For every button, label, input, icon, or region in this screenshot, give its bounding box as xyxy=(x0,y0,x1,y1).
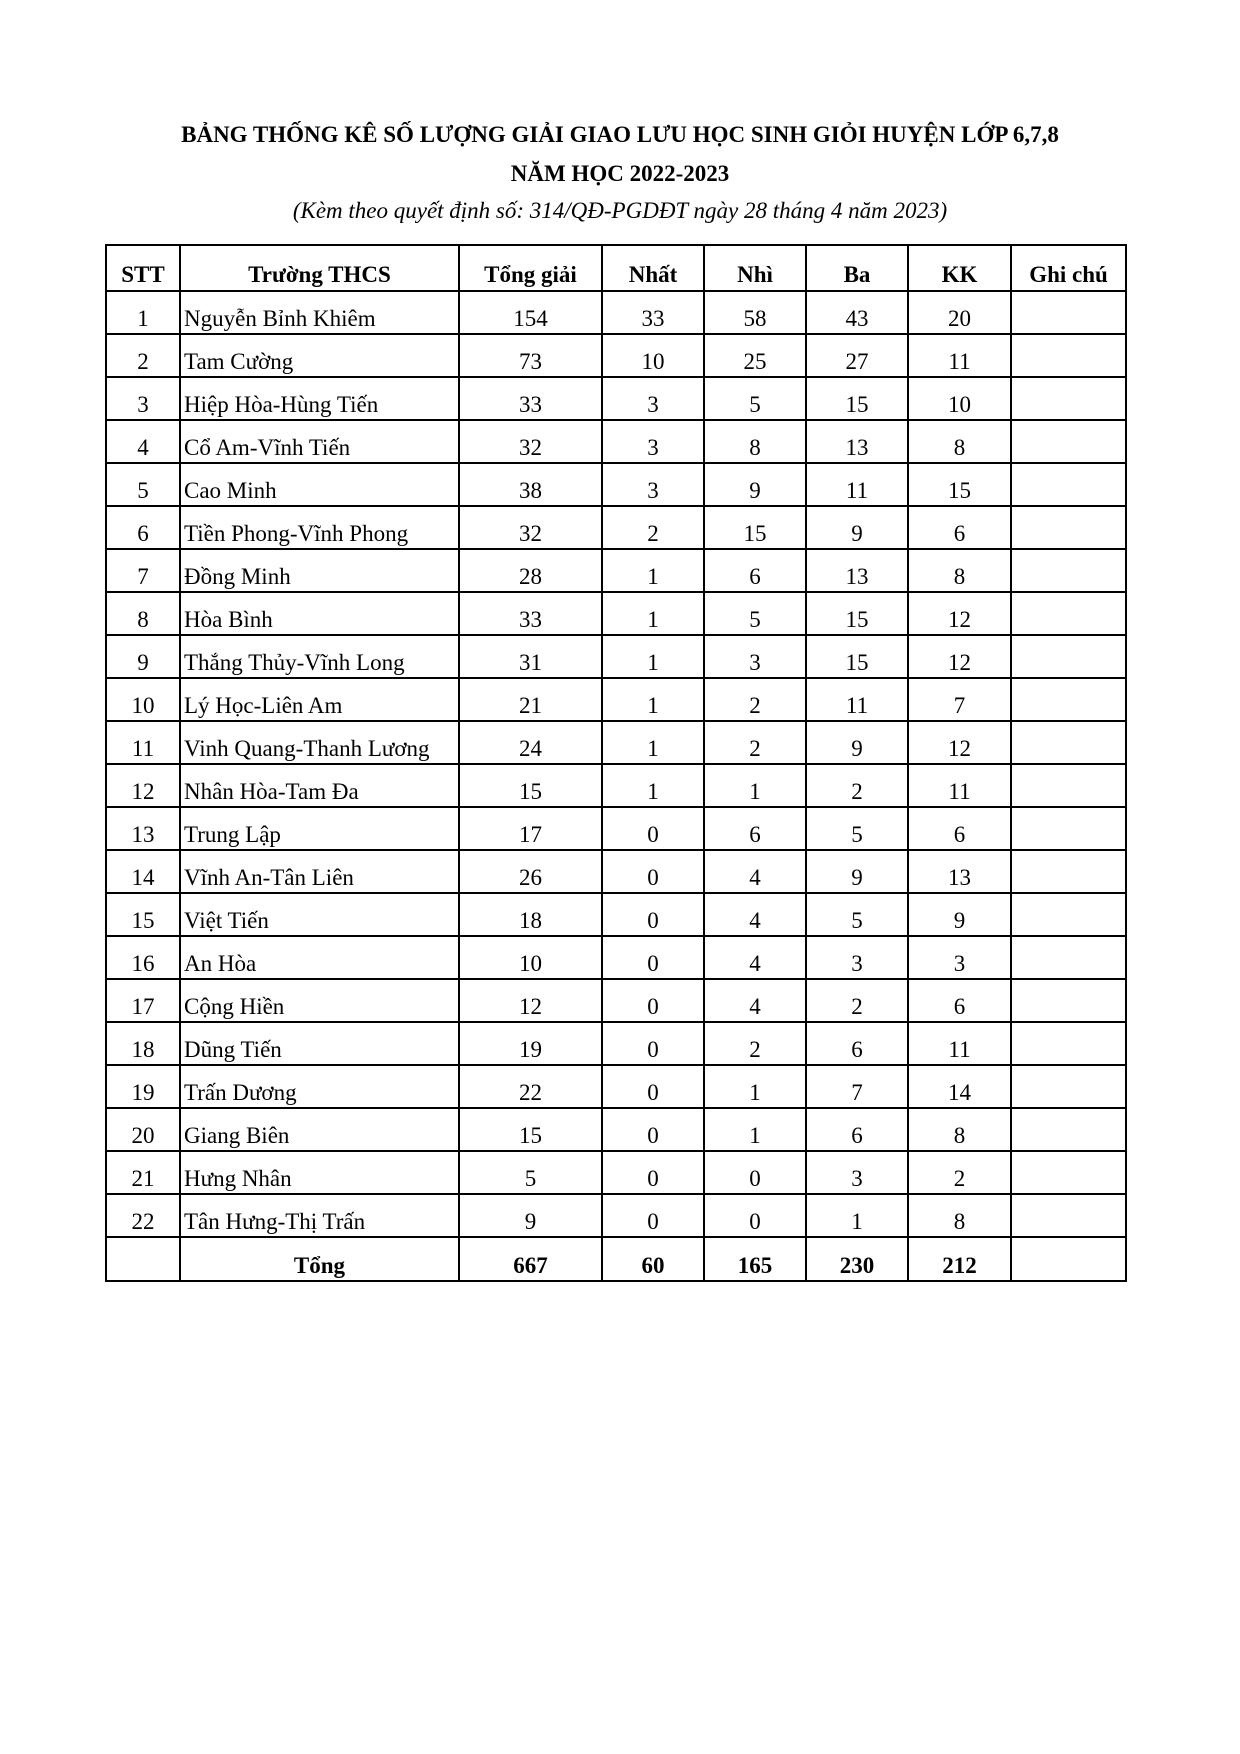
cell-total: 73 xyxy=(459,334,602,377)
cell-total: 24 xyxy=(459,721,602,764)
cell-stt: 18 xyxy=(106,1022,180,1065)
cell-second: 2 xyxy=(704,678,806,721)
cell-second: 5 xyxy=(704,592,806,635)
cell-third: 1 xyxy=(806,1194,908,1237)
cell-first: 33 xyxy=(602,291,704,334)
table-row xyxy=(106,1194,1126,1237)
cell-third: 27 xyxy=(806,334,908,377)
cell-stt: 7 xyxy=(106,549,180,592)
cell-consolation: 2 xyxy=(908,1151,1011,1194)
total-awards: 667 xyxy=(459,1237,602,1281)
cell-second: 1 xyxy=(704,764,806,807)
table-row xyxy=(106,291,1126,334)
cell-consolation: 20 xyxy=(908,291,1011,334)
cell-school: Đồng Minh xyxy=(180,549,459,592)
header-total: Tổng giải xyxy=(459,245,602,291)
cell-third: 6 xyxy=(806,1022,908,1065)
cell-note xyxy=(1011,1022,1126,1065)
cell-third: 6 xyxy=(806,1108,908,1151)
cell-third: 2 xyxy=(806,979,908,1022)
cell-third: 9 xyxy=(806,850,908,893)
cell-total: 21 xyxy=(459,678,602,721)
table-row xyxy=(106,377,1126,420)
cell-third: 15 xyxy=(806,377,908,420)
total-first: 60 xyxy=(602,1237,704,1281)
cell-second: 4 xyxy=(704,893,806,936)
cell-first: 0 xyxy=(602,893,704,936)
header-consolation: KK xyxy=(908,245,1011,291)
header-school: Trường THCS xyxy=(180,245,459,291)
cell-consolation: 12 xyxy=(908,721,1011,764)
header-note: Ghi chú xyxy=(1011,245,1126,291)
cell-first: 3 xyxy=(602,377,704,420)
cell-stt: 16 xyxy=(106,936,180,979)
cell-consolation: 12 xyxy=(908,592,1011,635)
cell-consolation: 6 xyxy=(908,506,1011,549)
cell-second: 4 xyxy=(704,979,806,1022)
cell-third: 3 xyxy=(806,1151,908,1194)
cell-note xyxy=(1011,635,1126,678)
cell-consolation: 11 xyxy=(908,764,1011,807)
table-body xyxy=(106,291,1126,1237)
cell-school: Tân Hưng-Thị Trấn xyxy=(180,1194,459,1237)
cell-total: 10 xyxy=(459,936,602,979)
cell-stt: 22 xyxy=(106,1194,180,1237)
cell-school: An Hòa xyxy=(180,936,459,979)
cell-third: 9 xyxy=(806,721,908,764)
cell-consolation: 9 xyxy=(908,893,1011,936)
cell-note xyxy=(1011,1151,1126,1194)
cell-consolation: 14 xyxy=(908,1065,1011,1108)
table-row xyxy=(106,506,1126,549)
cell-third: 5 xyxy=(806,893,908,936)
cell-total: 17 xyxy=(459,807,602,850)
cell-second: 4 xyxy=(704,850,806,893)
cell-first: 1 xyxy=(602,592,704,635)
table-row xyxy=(106,334,1126,377)
cell-third: 7 xyxy=(806,1065,908,1108)
cell-first: 1 xyxy=(602,635,704,678)
cell-school: Hòa Bình xyxy=(180,592,459,635)
awards-table xyxy=(105,244,1127,1282)
cell-first: 0 xyxy=(602,1194,704,1237)
cell-first: 0 xyxy=(602,807,704,850)
cell-note xyxy=(1011,850,1126,893)
cell-total: 12 xyxy=(459,979,602,1022)
cell-note xyxy=(1011,506,1126,549)
cell-second: 15 xyxy=(704,506,806,549)
document-title: BẢNG THỐNG KÊ SỐ LƯỢNG GIẢI GIAO LƯU HỌC SINH GIỎI HUYỆN LỚP 6,7,8 xyxy=(181,122,1059,147)
cell-second: 6 xyxy=(704,549,806,592)
cell-second: 0 xyxy=(704,1151,806,1194)
cell-consolation: 8 xyxy=(908,549,1011,592)
cell-note xyxy=(1011,936,1126,979)
cell-school: Trấn Dương xyxy=(180,1065,459,1108)
cell-second: 2 xyxy=(704,721,806,764)
cell-note xyxy=(1011,420,1126,463)
table-row xyxy=(106,764,1126,807)
cell-school: Hưng Nhân xyxy=(180,1151,459,1194)
cell-total: 26 xyxy=(459,850,602,893)
cell-third: 9 xyxy=(806,506,908,549)
cell-stt: 12 xyxy=(106,764,180,807)
cell-consolation: 8 xyxy=(908,420,1011,463)
cell-second: 8 xyxy=(704,420,806,463)
cell-consolation: 11 xyxy=(908,334,1011,377)
cell-stt: 8 xyxy=(106,592,180,635)
cell-first: 1 xyxy=(602,764,704,807)
cell-school: Tiền Phong-Vĩnh Phong xyxy=(180,506,459,549)
cell-second: 3 xyxy=(704,635,806,678)
document-subtitle: (Kèm theo quyết định số: 314/QĐ-PGDĐT ngày 28 tháng 4 năm 2023) xyxy=(292,198,948,223)
cell-note xyxy=(1011,334,1126,377)
cell-total: 22 xyxy=(459,1065,602,1108)
cell-school: Trung Lập xyxy=(180,807,459,850)
cell-third: 5 xyxy=(806,807,908,850)
cell-consolation: 11 xyxy=(908,1022,1011,1065)
cell-total: 15 xyxy=(459,1108,602,1151)
cell-school: Cộng Hiền xyxy=(180,979,459,1022)
cell-school: Dũng Tiến xyxy=(180,1022,459,1065)
cell-third: 2 xyxy=(806,764,908,807)
total-consolation: 212 xyxy=(908,1237,1011,1281)
total-note xyxy=(1011,1237,1126,1281)
cell-first: 2 xyxy=(602,506,704,549)
cell-consolation: 8 xyxy=(908,1108,1011,1151)
cell-note xyxy=(1011,764,1126,807)
cell-first: 10 xyxy=(602,334,704,377)
cell-stt: 19 xyxy=(106,1065,180,1108)
cell-school: Vinh Quang-Thanh Lương xyxy=(180,721,459,764)
cell-third: 15 xyxy=(806,635,908,678)
table-row xyxy=(106,1022,1126,1065)
cell-stt: 2 xyxy=(106,334,180,377)
cell-consolation: 6 xyxy=(908,807,1011,850)
table-row xyxy=(106,635,1126,678)
cell-first: 1 xyxy=(602,721,704,764)
cell-second: 0 xyxy=(704,1194,806,1237)
total-second: 165 xyxy=(704,1237,806,1281)
cell-consolation: 12 xyxy=(908,635,1011,678)
cell-total: 32 xyxy=(459,420,602,463)
cell-stt: 9 xyxy=(106,635,180,678)
cell-school: Thắng Thủy-Vĩnh Long xyxy=(180,635,459,678)
cell-total: 15 xyxy=(459,764,602,807)
table-row xyxy=(106,850,1126,893)
cell-stt: 17 xyxy=(106,979,180,1022)
cell-note xyxy=(1011,463,1126,506)
cell-stt: 20 xyxy=(106,1108,180,1151)
cell-school: Việt Tiến xyxy=(180,893,459,936)
total-third: 230 xyxy=(806,1237,908,1281)
total-stt-cell xyxy=(106,1237,180,1281)
cell-third: 13 xyxy=(806,420,908,463)
cell-first: 0 xyxy=(602,1022,704,1065)
cell-total: 31 xyxy=(459,635,602,678)
cell-consolation: 7 xyxy=(908,678,1011,721)
cell-first: 0 xyxy=(602,979,704,1022)
cell-second: 4 xyxy=(704,936,806,979)
table-row xyxy=(106,721,1126,764)
table-row xyxy=(106,979,1126,1022)
cell-note xyxy=(1011,979,1126,1022)
cell-total: 19 xyxy=(459,1022,602,1065)
cell-school: Giang Biên xyxy=(180,1108,459,1151)
cell-first: 0 xyxy=(602,1065,704,1108)
header-first: Nhất xyxy=(602,245,704,291)
table-row xyxy=(106,1108,1126,1151)
header-second: Nhì xyxy=(704,245,806,291)
table-row xyxy=(106,592,1126,635)
cell-note xyxy=(1011,1194,1126,1237)
cell-consolation: 8 xyxy=(908,1194,1011,1237)
cell-consolation: 13 xyxy=(908,850,1011,893)
cell-total: 5 xyxy=(459,1151,602,1194)
table-total-row xyxy=(106,1237,1126,1281)
table-row xyxy=(106,420,1126,463)
cell-stt: 21 xyxy=(106,1151,180,1194)
cell-third: 11 xyxy=(806,463,908,506)
table-row xyxy=(106,1151,1126,1194)
cell-first: 0 xyxy=(602,936,704,979)
table-row xyxy=(106,549,1126,592)
cell-school: Hiệp Hòa-Hùng Tiến xyxy=(180,377,459,420)
cell-second: 1 xyxy=(704,1108,806,1151)
cell-school: Vĩnh An-Tân Liên xyxy=(180,850,459,893)
cell-total: 33 xyxy=(459,377,602,420)
cell-total: 9 xyxy=(459,1194,602,1237)
cell-total: 28 xyxy=(459,549,602,592)
table-row xyxy=(106,1065,1126,1108)
cell-total: 154 xyxy=(459,291,602,334)
table-header-row xyxy=(106,245,1126,291)
cell-first: 0 xyxy=(602,1151,704,1194)
header-stt: STT xyxy=(106,245,180,291)
cell-stt: 15 xyxy=(106,893,180,936)
cell-second: 2 xyxy=(704,1022,806,1065)
cell-third: 3 xyxy=(806,936,908,979)
cell-stt: 10 xyxy=(106,678,180,721)
cell-stt: 6 xyxy=(106,506,180,549)
cell-school: Nhân Hòa-Tam Đa xyxy=(180,764,459,807)
cell-second: 1 xyxy=(704,1065,806,1108)
cell-stt: 4 xyxy=(106,420,180,463)
cell-note xyxy=(1011,1108,1126,1151)
cell-first: 3 xyxy=(602,463,704,506)
cell-consolation: 15 xyxy=(908,463,1011,506)
cell-stt: 11 xyxy=(106,721,180,764)
cell-total: 18 xyxy=(459,893,602,936)
cell-school: Cổ Am-Vĩnh Tiến xyxy=(180,420,459,463)
table-row xyxy=(106,463,1126,506)
table-row xyxy=(106,893,1126,936)
cell-school: Cao Minh xyxy=(180,463,459,506)
cell-total: 32 xyxy=(459,506,602,549)
cell-note xyxy=(1011,807,1126,850)
cell-second: 9 xyxy=(704,463,806,506)
total-label: Tổng xyxy=(180,1237,459,1281)
header-third: Ba xyxy=(806,245,908,291)
cell-note xyxy=(1011,1065,1126,1108)
cell-second: 5 xyxy=(704,377,806,420)
document-school-year: NĂM HỌC 2022-2023 xyxy=(510,161,730,186)
cell-third: 15 xyxy=(806,592,908,635)
table-row xyxy=(106,936,1126,979)
table-row xyxy=(106,807,1126,850)
cell-first: 0 xyxy=(602,1108,704,1151)
cell-first: 1 xyxy=(602,549,704,592)
cell-third: 11 xyxy=(806,678,908,721)
cell-total: 38 xyxy=(459,463,602,506)
cell-third: 43 xyxy=(806,291,908,334)
cell-stt: 13 xyxy=(106,807,180,850)
cell-consolation: 10 xyxy=(908,377,1011,420)
cell-stt: 14 xyxy=(106,850,180,893)
cell-note xyxy=(1011,291,1126,334)
cell-consolation: 6 xyxy=(908,979,1011,1022)
cell-note xyxy=(1011,678,1126,721)
cell-total: 33 xyxy=(459,592,602,635)
cell-third: 13 xyxy=(806,549,908,592)
cell-first: 1 xyxy=(602,678,704,721)
cell-school: Lý Học-Liên Am xyxy=(180,678,459,721)
cell-note xyxy=(1011,377,1126,420)
cell-note xyxy=(1011,549,1126,592)
cell-stt: 5 xyxy=(106,463,180,506)
cell-note xyxy=(1011,592,1126,635)
cell-consolation: 3 xyxy=(908,936,1011,979)
cell-note xyxy=(1011,893,1126,936)
table-row xyxy=(106,678,1126,721)
cell-stt: 1 xyxy=(106,291,180,334)
cell-note xyxy=(1011,721,1126,764)
cell-second: 25 xyxy=(704,334,806,377)
cell-first: 3 xyxy=(602,420,704,463)
cell-school: Tam Cường xyxy=(180,334,459,377)
cell-second: 6 xyxy=(704,807,806,850)
cell-school: Nguyễn Bỉnh Khiêm xyxy=(180,291,459,334)
cell-stt: 3 xyxy=(106,377,180,420)
cell-second: 58 xyxy=(704,291,806,334)
cell-first: 0 xyxy=(602,850,704,893)
